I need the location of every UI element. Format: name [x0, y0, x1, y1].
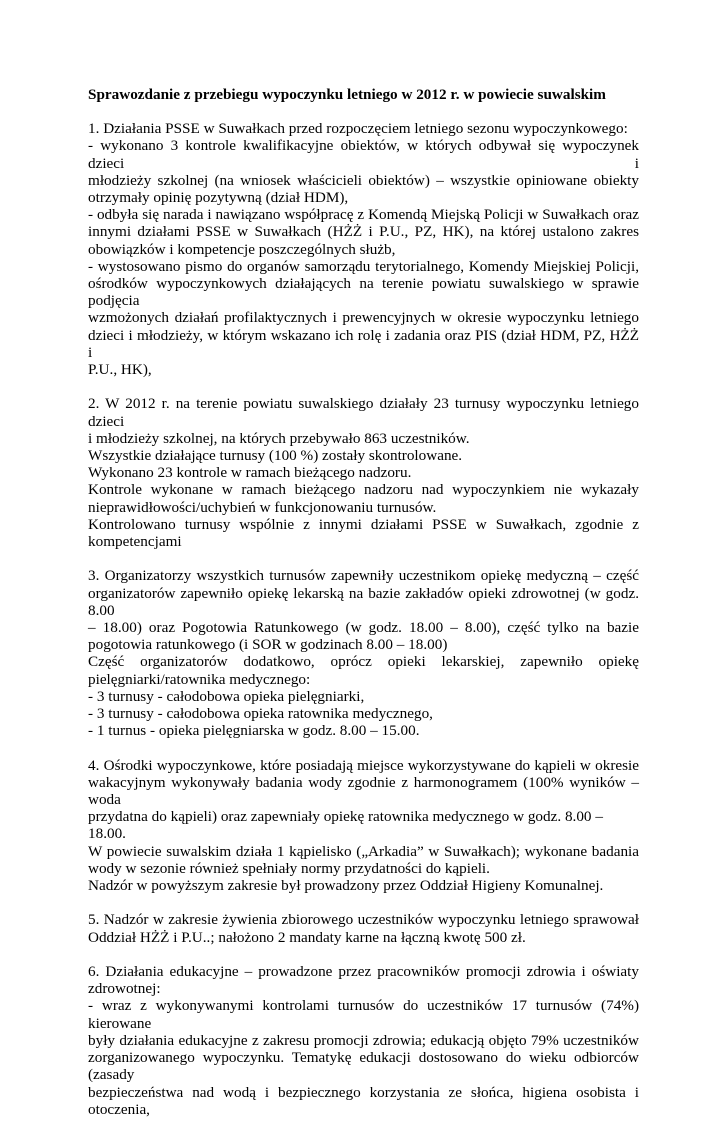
text-line: wody w sezonie również spełniały normy przydatności do kąpieli.	[88, 859, 490, 877]
text-line: Oddział HŻŻ i P.U..; nałożono 2 mandaty karne na łączną kwotę 500 zł.	[88, 928, 526, 946]
text-line: Część organizatorów dodatkowo, oprócz opieki lekarskiej, zapewniło opiekę	[88, 653, 639, 671]
text-line: 2. W 2012 r. na terenie powiatu suwalskiego działały 23 turnusy wypoczynku letniego dzieci	[88, 395, 639, 430]
section-4	[88, 757, 639, 895]
text-line: przydatna do kąpieli) oraz zapewniały opiekę ratownika medycznego w godz. 8.00 – 18.00.	[88, 808, 603, 843]
section-3	[88, 567, 639, 739]
text-line: Wykonano 23 kontrole w ramach bieżącego nadzoru.	[88, 464, 412, 482]
text-line: zdrowotnej:	[88, 980, 161, 998]
text-line: Wszystkie działające turnusy (100 %) zostały skontrolowane.	[88, 447, 463, 465]
text-line: innymi działami PSSE w Suwałkach (HŻŻ i P.U., PZ, HK), na której ustalono zakres	[88, 223, 639, 241]
text-line: obowiązków i kompetencje poszczególnych służb,	[88, 240, 396, 258]
section-5	[88, 911, 639, 945]
text-line: - 3 turnusy - całodobowa opieka ratownika medycznego,	[88, 705, 433, 723]
text-line: 3. Organizatorzy wszystkich turnusów zapewniły uczestnikom opiekę medyczną – część	[88, 567, 639, 585]
text-line: organizatorów zapewniło opiekę lekarską na bazie zakładów opieki zdrowotnej (w godz. 8.00	[88, 584, 639, 619]
text-line: dzieci i młodzieży, w którym wskazano ich rolę i zadania oraz PIS (dział HDM, PZ, HŻŻ i	[88, 326, 639, 361]
document-title: Sprawozdanie z przebiegu wypoczynku letniego w 2012 r. w powiecie suwalskim	[88, 86, 606, 103]
section-2	[88, 395, 639, 550]
text-line: zorganizowanego wypoczynku. Tematykę edukacji dostosowano do wieku odbiorców (zasady	[88, 1049, 639, 1084]
text-line: nieprawidłowości/uchybień w funkcjonowaniu turnusów.	[88, 498, 437, 516]
text-line: kompetencjami	[88, 533, 182, 551]
text-line: - 3 turnusy - całodobowa opieka pielęgniarki,	[88, 687, 365, 705]
text-line: - wystosowano pismo do organów samorządu terytorialnego, Komendy Miejskiej Policji,	[88, 257, 639, 275]
text-line: bezpieczeństwa nad wodą i bezpiecznego korzystania ze słońca, higiena osobista i otoczenia,	[88, 1083, 639, 1118]
text-line: 4. Ośrodki wypoczynkowe, które posiadają miejsce wykorzystywane do kąpieli w okresie	[88, 756, 639, 774]
text-line: - 1 turnus - opieka pielęgniarska w godz. 8.00 – 15.00.	[88, 722, 420, 740]
text-line: 6. Działania edukacyjne – prowadzone przez pracowników promocji zdrowia i oświaty	[88, 963, 639, 981]
text-line: Kontrole wykonane w ramach bieżącego nadzoru nad wypoczynkiem nie wykazały	[88, 481, 639, 499]
text-line: – 18.00) oraz Pogotowia Ratunkowego (w godz. 18.00 – 8.00), część tylko na bazie	[88, 619, 639, 637]
text-line: P.U., HK),	[88, 361, 152, 379]
text-line: młodzieży szkolnej (na wniosek właścicieli obiektów) – wszystkie opiniowane obiekty	[88, 171, 639, 189]
text-line: pielęgniarki/ratownika medycznego:	[88, 670, 311, 688]
text-line: były działania edukacyjne z zakresu promocji zdrowia; edukacją objęto 79% uczestników	[88, 1031, 639, 1049]
text-line: pogotowia ratunkowego (i SOR w godzinach 8.00 – 18.00)	[88, 636, 448, 654]
text-line: otrzymały opinię pozytywną (dział HDM),	[88, 189, 349, 207]
text-line: Nadzór w powyższym zakresie był prowadzony przez Oddział Higieny Komunalnej.	[88, 877, 604, 895]
section-6	[88, 963, 639, 1118]
text-line: wzmożonych działań profilaktycznych i prewencyjnych w okresie wypoczynku letniego	[88, 309, 639, 327]
text-line: - wykonano 3 kontrole kwalifikacyjne obiektów, w których odbywał się wypoczynek dzieci i	[88, 137, 639, 172]
text-line: - odbyła się narada i nawiązano współpracę z Komendą Miejską Policji w Suwałkach oraz	[88, 206, 639, 224]
document-page	[88, 86, 639, 1135]
text-line: ośrodków wypoczynkowych działających na terenie powiatu suwalskiego w sprawie podjęcia	[88, 275, 639, 310]
text-line: wakacyjnym wykonywały badania wody zgodnie z harmonogramem (100% wyników – woda	[88, 773, 639, 809]
text-line: 1. Działania PSSE w Suwałkach przed rozpoczęciem letniego sezonu wypoczynkowego:	[88, 120, 628, 138]
section-1	[88, 120, 639, 378]
text-line: - wraz z wykonywanymi kontrolami turnusów do uczestników 17 turnusów (74%) kierowane	[88, 997, 639, 1032]
text-line: 5. Nadzór w zakresie żywienia zbiorowego uczestników wypoczynku letniego sprawował	[88, 911, 639, 929]
text-line: W powiecie suwalskim działa 1 kąpielisko („Arkadia” w Suwałkach); wykonane badania	[88, 842, 639, 860]
text-line: i młodzieży szkolnej, na których przebywało 863 uczestników.	[88, 429, 470, 447]
text-line: Kontrolowano turnusy wspólnie z innymi działami PSSE w Suwałkach, zgodnie z	[88, 515, 639, 533]
